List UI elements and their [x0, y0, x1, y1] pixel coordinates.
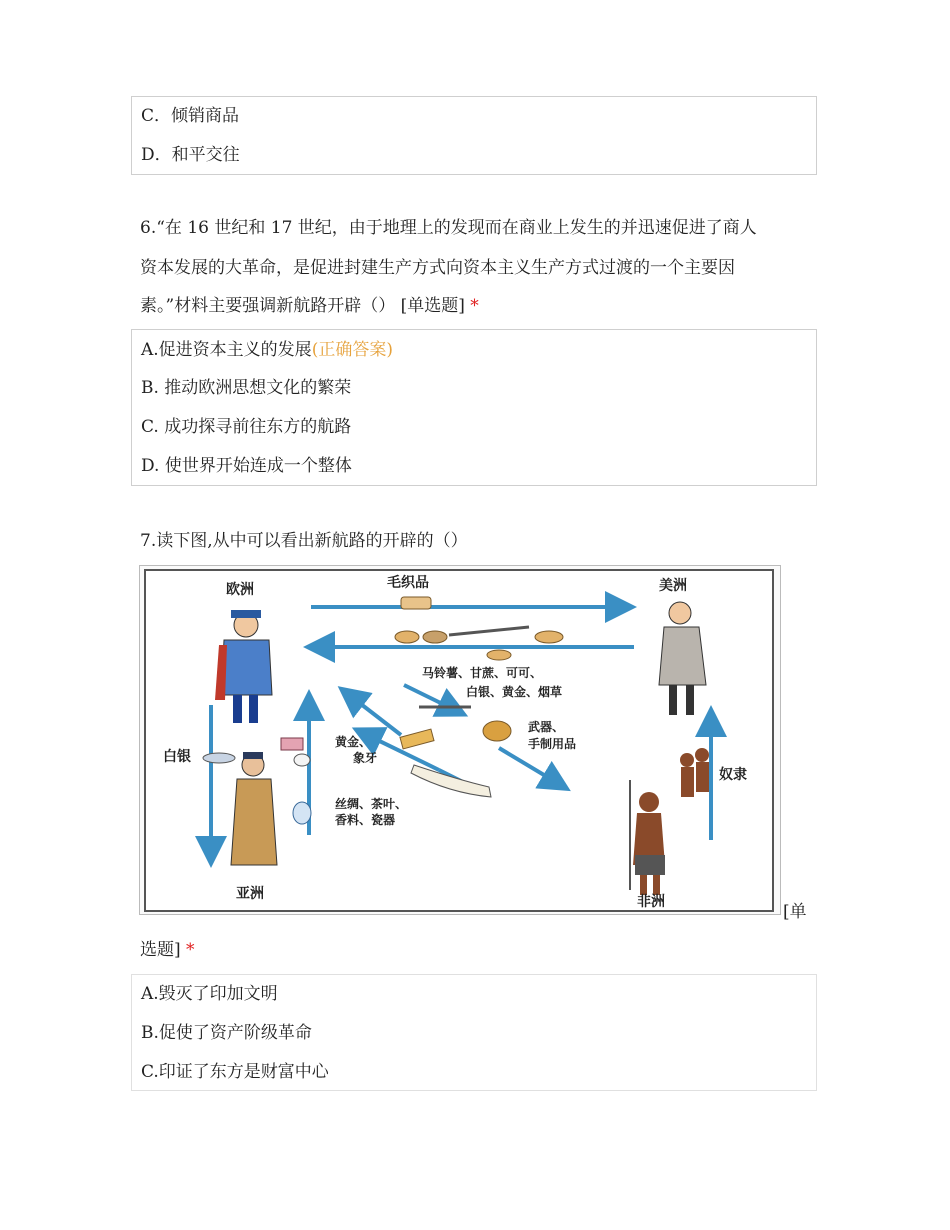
label-africa: 非洲: [637, 894, 665, 910]
label-gold-line-1: 黄金、: [335, 735, 372, 749]
required-star: *: [470, 296, 479, 316]
required-star: *: [186, 940, 195, 960]
label-silver: 白银: [163, 749, 191, 765]
q6-stem-line-2: 资本发展的大革命，是促进封建生产方式向资本主义生产方式过渡的一个主要因: [140, 258, 735, 278]
q6-option-a-text: A.促进资本主义的发展: [141, 340, 312, 360]
label-goods-line-2: 白银、黄金、烟草: [466, 685, 563, 699]
q5-option-d[interactable]: D．和平交往: [141, 145, 240, 165]
q7-type-tag-line2: [140, 940, 195, 960]
label-asia: 亚洲: [236, 886, 264, 902]
label-weapons-line-2: 手制用品: [528, 737, 577, 751]
q6-option-d[interactable]: D. 使世界开始连成一个整体: [141, 456, 352, 476]
q7-option-a[interactable]: A.毁灭了印加文明: [141, 984, 278, 1004]
label-europe: 欧洲: [226, 582, 254, 598]
label-gold-line-2: 象牙: [353, 751, 378, 765]
q6-option-b[interactable]: B. 推动欧洲思想文化的繁荣: [141, 378, 352, 398]
q7-option-c[interactable]: C.印证了东方是财富中心: [141, 1062, 329, 1082]
q7-option-b[interactable]: B.促使了资产阶级革命: [141, 1023, 312, 1043]
label-wool: 毛织品: [387, 575, 429, 591]
q5-options-box: [131, 96, 817, 175]
label-goods-line-1: 马铃薯、甘蔗、可可、: [422, 666, 543, 680]
q6-option-a[interactable]: [141, 340, 393, 360]
label-slaves: 奴隶: [719, 767, 747, 783]
trade-route-figure: [139, 565, 781, 915]
q5-option-c[interactable]: C．倾销商品: [141, 106, 240, 126]
q7-type-tag-part2: 选题]: [140, 940, 181, 960]
q7-options-box: [131, 974, 817, 1091]
label-america: 美洲: [659, 578, 687, 594]
q6-options-box: [131, 329, 817, 486]
q7-stem: 7.读下图,从中可以看出新航路的开辟的（）: [140, 531, 468, 551]
q6-stem-text: 素。”材料主要强调新航路开辟（） [单选题]: [140, 296, 465, 316]
q6-option-c[interactable]: C. 成功探寻前往东方的航路: [141, 417, 352, 437]
q6-stem-line-3: [140, 296, 479, 316]
label-silk-line-1: 丝绸、茶叶、: [335, 797, 408, 811]
label-silk-line-2: 香料、瓷器: [335, 813, 396, 827]
q6-stem-line-1: 6.“在 16 世纪和 17 世纪，由于地理上的发现而在商业上发生的并迅速促进了商人: [140, 218, 757, 238]
correct-answer-label: (正确答案): [311, 340, 393, 360]
label-weapons-line-1: 武器、: [528, 720, 565, 734]
q7-type-tag-part1: [单: [783, 902, 807, 922]
